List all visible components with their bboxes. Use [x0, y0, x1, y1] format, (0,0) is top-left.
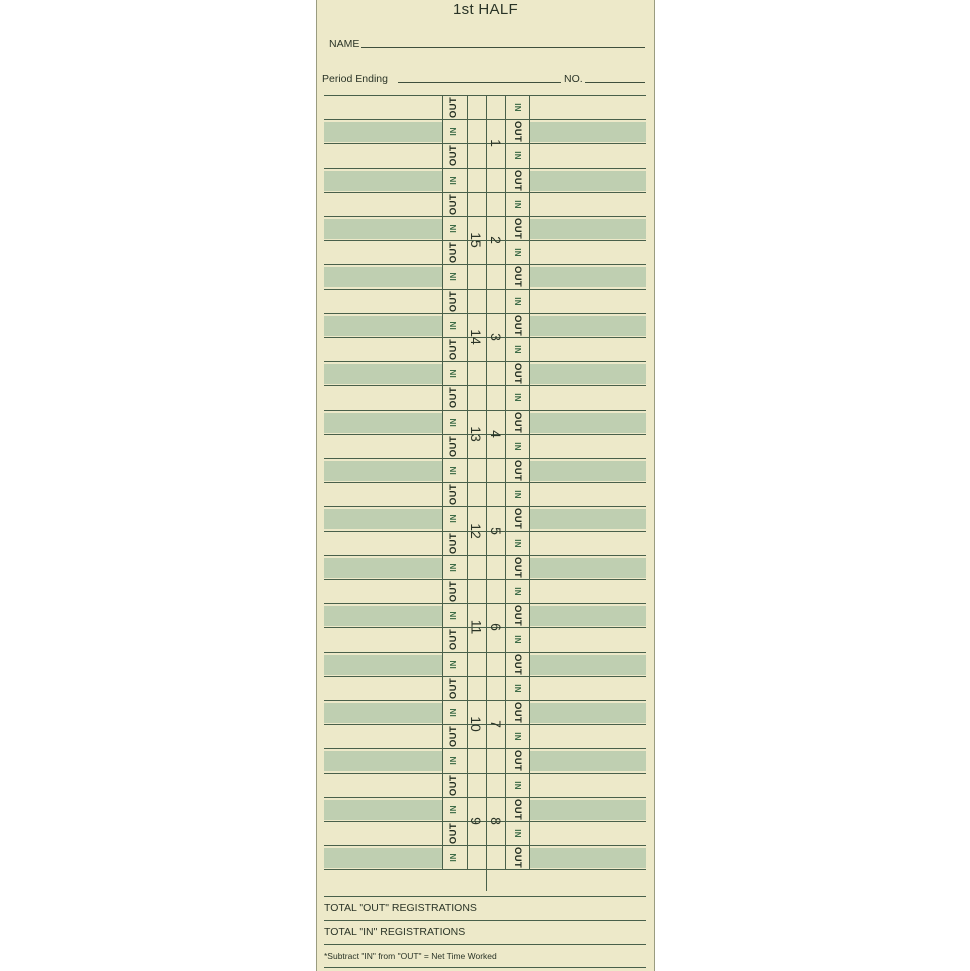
time-cell-right[interactable] — [529, 146, 646, 166]
in-label — [442, 459, 464, 481]
out-label-text: OUT — [447, 338, 459, 360]
in-label-text: IN — [512, 392, 522, 402]
in-label-text: IN — [512, 150, 522, 160]
time-cell-right[interactable] — [529, 388, 646, 408]
out-label — [506, 314, 528, 336]
in-label-text: IN — [448, 417, 458, 427]
time-cell-right[interactable] — [529, 534, 646, 554]
in-label — [506, 580, 528, 602]
table-row — [324, 773, 646, 797]
time-cell-right[interactable] — [529, 606, 646, 626]
out-label — [506, 362, 528, 384]
day-number-15 — [466, 225, 486, 255]
out-label-text: OUT — [511, 217, 523, 239]
out-label — [442, 483, 464, 505]
in-label-text: IN — [448, 271, 458, 281]
table-row — [324, 555, 646, 579]
time-cell-right[interactable] — [529, 655, 646, 675]
out-label-text: OUT — [511, 120, 523, 142]
table-row — [324, 361, 646, 385]
out-label — [442, 241, 464, 263]
in-label-text: IN — [512, 247, 522, 257]
in-label — [506, 193, 528, 215]
out-label-text: OUT — [447, 628, 459, 650]
time-cell-left[interactable] — [324, 364, 442, 384]
day-number-15-text: 15 — [467, 232, 484, 248]
in-label-text: IN — [512, 489, 522, 499]
in-label — [442, 120, 464, 142]
out-label — [506, 507, 528, 529]
time-cell-left[interactable] — [324, 413, 442, 433]
day-number-14-text: 14 — [467, 329, 484, 345]
out-label — [506, 653, 528, 675]
time-cell-left[interactable] — [324, 582, 442, 602]
time-cell-left[interactable] — [324, 340, 442, 360]
time-cell-right[interactable] — [529, 243, 646, 263]
in-label — [442, 411, 464, 433]
in-label-text: IN — [448, 707, 458, 717]
day-number-1-text: 1 — [487, 139, 504, 147]
in-label-text: IN — [512, 780, 522, 790]
in-label — [442, 798, 464, 820]
out-label — [506, 846, 528, 868]
in-label-text: IN — [512, 102, 522, 112]
out-label — [442, 628, 464, 650]
out-label-text: OUT — [511, 169, 523, 191]
in-label — [442, 314, 464, 336]
time-cell-right[interactable] — [529, 703, 646, 723]
out-label — [506, 169, 528, 191]
time-cell-right[interactable] — [529, 824, 646, 844]
out-label — [506, 798, 528, 820]
day-number-9-text: 9 — [467, 817, 484, 825]
in-label-text: IN — [512, 199, 522, 209]
out-label — [442, 144, 464, 166]
day-number-11 — [466, 612, 486, 642]
out-label — [506, 120, 528, 142]
out-label — [506, 604, 528, 626]
in-label — [506, 96, 528, 118]
number-label: NO. — [564, 73, 583, 85]
table-row — [324, 143, 646, 167]
in-label-text: IN — [448, 610, 458, 620]
day-number-7 — [486, 709, 506, 739]
in-label-text: IN — [512, 538, 522, 548]
time-cell-left[interactable] — [324, 195, 442, 215]
in-label — [442, 556, 464, 578]
out-label — [506, 411, 528, 433]
total-in-label: TOTAL "IN" REGISTRATIONS — [324, 926, 466, 938]
time-cell-right[interactable] — [529, 219, 646, 239]
in-label-text: IN — [448, 755, 458, 765]
day-number-3-text: 3 — [487, 333, 504, 341]
day-number-2-text: 2 — [487, 236, 504, 244]
in-label-text: IN — [448, 175, 458, 185]
in-label — [506, 677, 528, 699]
time-cell-right[interactable] — [529, 679, 646, 699]
table-row — [324, 482, 646, 506]
time-cell-left[interactable] — [324, 219, 442, 239]
day-number-6-text: 6 — [487, 623, 504, 631]
out-label — [442, 96, 464, 118]
time-cell-right[interactable] — [529, 437, 646, 457]
time-cell-left[interactable] — [324, 824, 442, 844]
time-cell-right[interactable] — [529, 848, 646, 868]
out-label-text: OUT — [447, 677, 459, 699]
time-cell-right[interactable] — [529, 776, 646, 796]
time-cell-left[interactable] — [324, 267, 442, 287]
out-label-text: OUT — [511, 798, 523, 820]
in-label — [506, 386, 528, 408]
out-label — [506, 556, 528, 578]
card-title: 1st HALF — [453, 1, 518, 18]
in-label-text: IN — [448, 320, 458, 330]
out-label-text: OUT — [511, 653, 523, 675]
out-label-text: OUT — [511, 556, 523, 578]
time-cell-right[interactable] — [529, 558, 646, 578]
period-ending-label: Period Ending — [322, 73, 388, 85]
day-number-8 — [486, 806, 506, 836]
time-cell-left[interactable] — [324, 655, 442, 675]
in-label — [442, 653, 464, 675]
day-divider — [467, 385, 505, 386]
time-cell-left[interactable] — [324, 316, 442, 336]
out-label — [506, 265, 528, 287]
out-label — [442, 725, 464, 747]
in-label — [442, 846, 464, 868]
time-cell-left[interactable] — [324, 292, 442, 312]
out-label-text: OUT — [447, 241, 459, 263]
in-label — [506, 338, 528, 360]
in-label-text: IN — [512, 683, 522, 693]
in-label-text: IN — [512, 586, 522, 596]
day-number-4 — [486, 419, 506, 449]
in-label-text: IN — [512, 296, 522, 306]
out-label-text: OUT — [511, 604, 523, 626]
in-label — [442, 701, 464, 723]
day-number-3 — [486, 322, 506, 352]
time-cell-right[interactable] — [529, 364, 646, 384]
table-row — [324, 192, 646, 216]
time-cell-left[interactable] — [324, 848, 442, 868]
divider — [324, 920, 646, 921]
in-label — [506, 628, 528, 650]
time-cell-left[interactable] — [324, 679, 442, 699]
time-cell-left[interactable] — [324, 146, 442, 166]
time-cell-left[interactable] — [324, 800, 442, 820]
out-label — [442, 386, 464, 408]
in-label — [442, 169, 464, 191]
time-cell-right[interactable] — [529, 171, 646, 191]
day-number-10-text: 10 — [467, 716, 484, 732]
out-label-text: OUT — [447, 144, 459, 166]
day-divider — [467, 192, 505, 193]
in-label — [506, 774, 528, 796]
out-label-text: OUT — [511, 846, 523, 868]
day-divider — [467, 289, 505, 290]
time-cell-left[interactable] — [324, 388, 442, 408]
out-label-text: OUT — [447, 774, 459, 796]
in-label-text: IN — [448, 804, 458, 814]
time-cell-right[interactable] — [529, 340, 646, 360]
time-cell-left[interactable] — [324, 751, 442, 771]
out-label-text: OUT — [511, 265, 523, 287]
out-label-text: OUT — [447, 532, 459, 554]
day-divider — [467, 676, 505, 677]
table-row — [324, 168, 646, 192]
time-cell-right[interactable] — [529, 630, 646, 650]
out-label — [442, 193, 464, 215]
day-divider — [467, 773, 505, 774]
out-label-text: OUT — [511, 314, 523, 336]
in-label-text: IN — [448, 562, 458, 572]
out-label-text: OUT — [447, 386, 459, 408]
time-cell-right[interactable] — [529, 195, 646, 215]
time-cell-left[interactable] — [324, 606, 442, 626]
in-label — [506, 822, 528, 844]
name-field[interactable] — [361, 47, 645, 48]
day-number-13-text: 13 — [467, 426, 484, 442]
day-number-14 — [466, 322, 486, 352]
table-row — [324, 385, 646, 409]
out-label-text: OUT — [511, 459, 523, 481]
table-row — [324, 264, 646, 288]
in-label-text: IN — [512, 828, 522, 838]
column-divider — [529, 95, 530, 869]
table-row — [324, 458, 646, 482]
in-label-text: IN — [512, 634, 522, 644]
in-label — [506, 725, 528, 747]
day-divider — [467, 579, 505, 580]
out-label — [442, 822, 464, 844]
out-label — [442, 532, 464, 554]
day-number-5-text: 5 — [487, 527, 504, 535]
divider — [324, 967, 646, 968]
time-cell-right[interactable] — [529, 316, 646, 336]
table-row — [324, 289, 646, 313]
out-label-text: OUT — [511, 362, 523, 384]
out-label — [442, 435, 464, 457]
divider — [324, 944, 646, 945]
day-number-1 — [486, 128, 506, 158]
in-label-text: IN — [448, 852, 458, 862]
out-label-text: OUT — [447, 290, 459, 312]
time-cell-left[interactable] — [324, 243, 442, 263]
in-label — [506, 532, 528, 554]
time-cell-left[interactable] — [324, 534, 442, 554]
time-cell-right[interactable] — [529, 267, 646, 287]
table-row — [324, 845, 646, 869]
out-label — [442, 338, 464, 360]
day-number-6 — [486, 612, 506, 642]
out-label — [506, 749, 528, 771]
column-divider — [442, 95, 443, 869]
in-label — [442, 217, 464, 239]
table-row — [324, 676, 646, 700]
in-label — [506, 290, 528, 312]
time-cell-right[interactable] — [529, 292, 646, 312]
time-cell-right[interactable] — [529, 727, 646, 747]
out-label-text: OUT — [511, 507, 523, 529]
time-cell-left[interactable] — [324, 727, 442, 747]
table-row — [324, 579, 646, 603]
time-cell-left[interactable] — [324, 437, 442, 457]
out-label — [506, 701, 528, 723]
time-cell-right[interactable] — [529, 582, 646, 602]
out-label — [442, 774, 464, 796]
out-label — [506, 459, 528, 481]
table-row — [324, 119, 646, 143]
in-label-text: IN — [448, 465, 458, 475]
out-label-text: OUT — [447, 822, 459, 844]
day-number-8-text: 8 — [487, 817, 504, 825]
out-label-text: OUT — [447, 435, 459, 457]
time-cell-left[interactable] — [324, 461, 442, 481]
in-label — [442, 265, 464, 287]
day-number-12 — [466, 516, 486, 546]
in-label-text: IN — [448, 368, 458, 378]
in-label — [506, 144, 528, 166]
day-number-4-text: 4 — [487, 430, 504, 438]
out-label — [506, 217, 528, 239]
in-label-text: IN — [512, 441, 522, 451]
day-number-10 — [466, 709, 486, 739]
out-label-text: OUT — [447, 193, 459, 215]
divider — [324, 896, 646, 897]
out-label — [442, 677, 464, 699]
day-number-13 — [466, 419, 486, 449]
number-field[interactable] — [585, 82, 645, 83]
total-out-label: TOTAL "OUT" REGISTRATIONS — [324, 902, 477, 914]
day-number-9 — [466, 806, 486, 836]
time-cell-left[interactable] — [324, 98, 442, 118]
in-label — [442, 749, 464, 771]
in-label-text: IN — [448, 659, 458, 669]
out-label-text: OUT — [447, 483, 459, 505]
time-cell-right[interactable] — [529, 800, 646, 820]
period-ending-field[interactable] — [398, 82, 561, 83]
day-number-5 — [486, 516, 506, 546]
time-card — [316, 0, 655, 971]
day-number-11-text: 11 — [467, 619, 484, 635]
in-label — [506, 483, 528, 505]
time-cell-right[interactable] — [529, 122, 646, 142]
in-label-text: IN — [448, 223, 458, 233]
time-cell-left[interactable] — [324, 558, 442, 578]
time-cell-left[interactable] — [324, 122, 442, 142]
out-label-text: OUT — [511, 749, 523, 771]
out-label-text: OUT — [511, 411, 523, 433]
time-cell-right[interactable] — [529, 485, 646, 505]
out-label-text: OUT — [447, 96, 459, 118]
out-label-text: OUT — [447, 725, 459, 747]
day-divider — [467, 482, 505, 483]
time-cell-right[interactable] — [529, 98, 646, 118]
in-label-text: IN — [448, 513, 458, 523]
time-cell-right[interactable] — [529, 461, 646, 481]
column-divider — [486, 95, 487, 891]
in-label — [506, 241, 528, 263]
time-cell-right[interactable] — [529, 509, 646, 529]
in-label-text: IN — [512, 731, 522, 741]
net-time-note: *Subtract "IN" from "OUT" = Net Time Worked — [324, 951, 497, 961]
table-row — [324, 95, 646, 119]
day-number-12-text: 12 — [467, 523, 484, 539]
out-label-text: OUT — [447, 580, 459, 602]
out-label — [442, 290, 464, 312]
in-label — [442, 507, 464, 529]
table-row — [324, 652, 646, 676]
name-label: NAME — [329, 38, 360, 50]
day-number-2 — [486, 225, 506, 255]
in-label-text: IN — [448, 126, 458, 136]
in-label — [442, 604, 464, 626]
time-cell-left[interactable] — [324, 776, 442, 796]
time-cell-left[interactable] — [324, 630, 442, 650]
time-cell-left[interactable] — [324, 171, 442, 191]
table-row — [324, 748, 646, 772]
grid-bottom-line — [324, 869, 646, 870]
out-label — [442, 580, 464, 602]
in-label — [506, 435, 528, 457]
in-label — [442, 362, 464, 384]
time-cell-left[interactable] — [324, 485, 442, 505]
time-cell-right[interactable] — [529, 413, 646, 433]
time-cell-left[interactable] — [324, 703, 442, 723]
day-number-7-text: 7 — [487, 720, 504, 728]
in-label-text: IN — [512, 344, 522, 354]
column-divider — [505, 95, 506, 869]
out-label-text: OUT — [511, 701, 523, 723]
time-cell-right[interactable] — [529, 751, 646, 771]
time-cell-left[interactable] — [324, 509, 442, 529]
